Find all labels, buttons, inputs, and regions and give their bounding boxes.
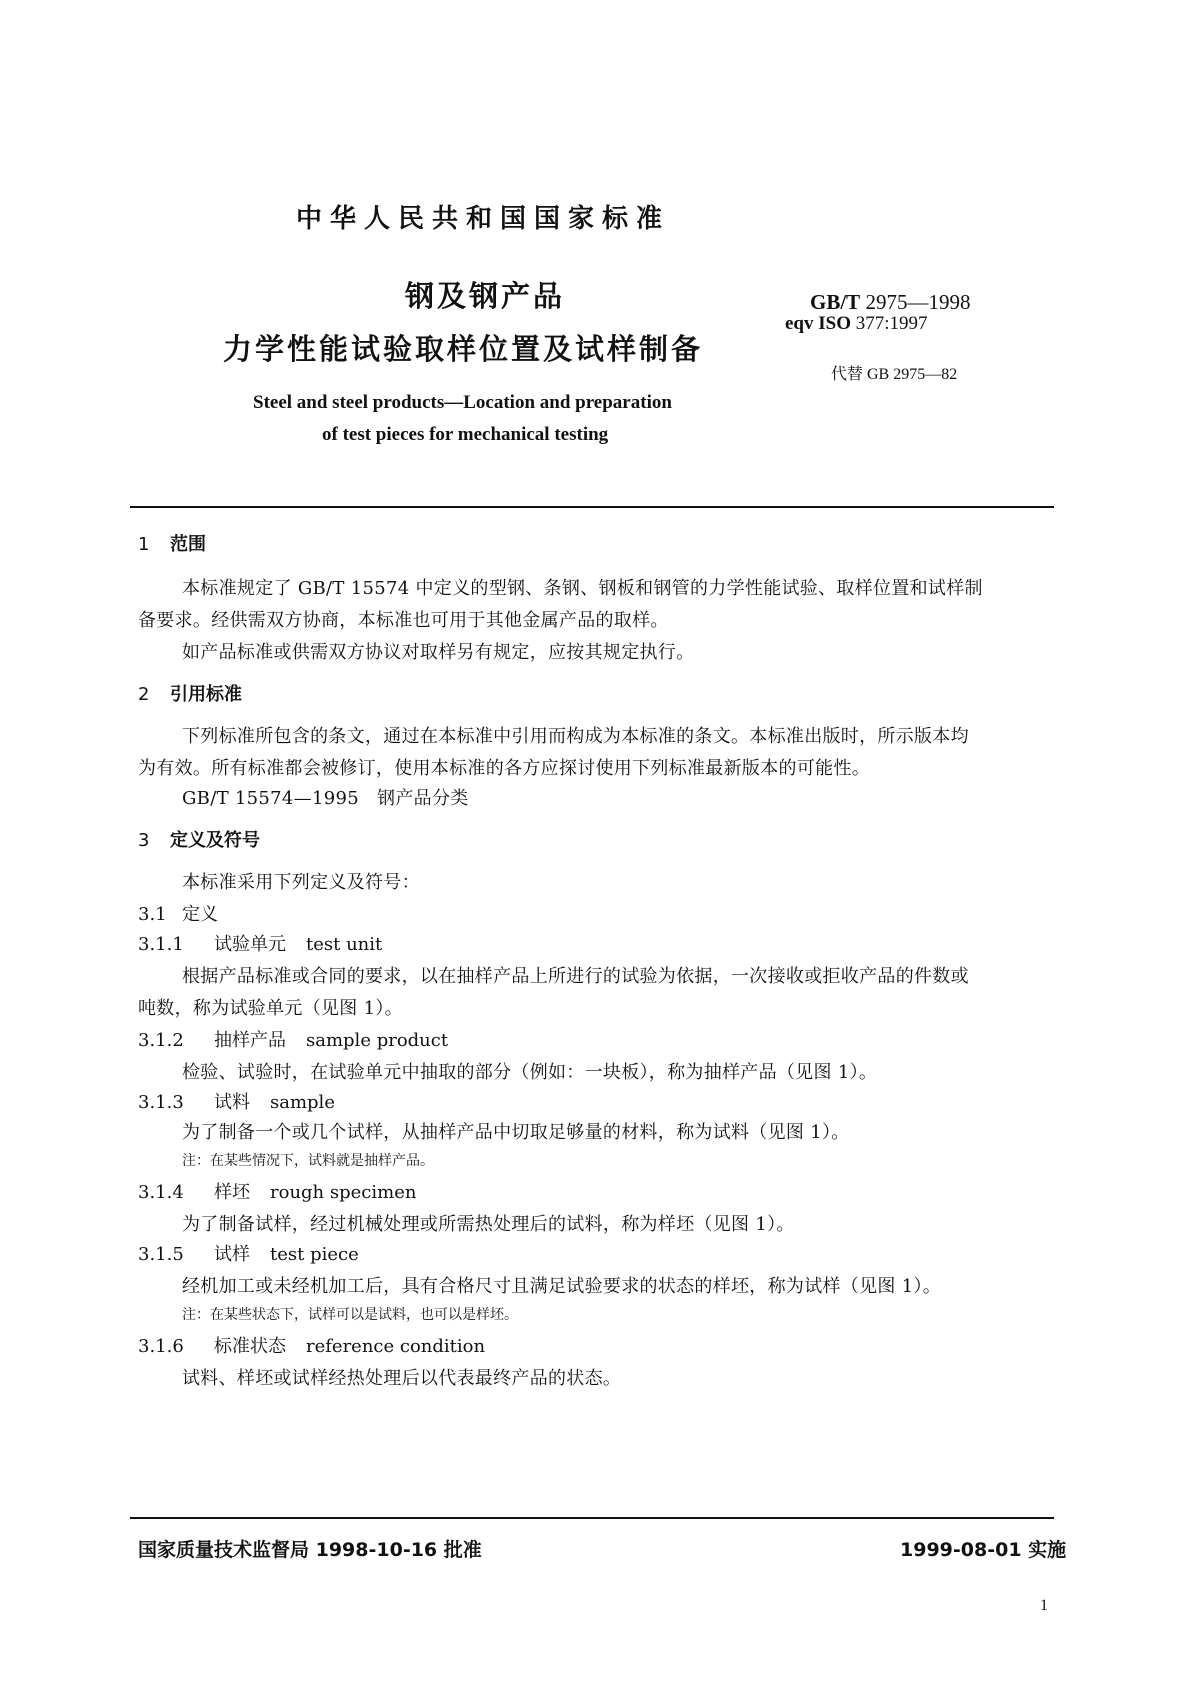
paragraph: 为有效。所有标准都会被修订，使用本标准的各方应探讨使用下列标准最新版本的可能性。 xyxy=(138,758,870,779)
definition-text: 经机加工或未经机加工后，具有合格尺寸且满足试验要求的状态的样坯，称为试样（见图 1）。 xyxy=(182,1276,942,1297)
section-1-heading xyxy=(138,530,206,556)
term-chinese: 试验单元 xyxy=(214,934,286,955)
definition-3-1-3 xyxy=(138,1088,335,1114)
section-number: 3 xyxy=(138,830,150,851)
term-english: test unit xyxy=(306,934,383,955)
term-english: test piece xyxy=(270,1244,359,1265)
reference-code: GB/T 15574—1995 xyxy=(182,788,359,809)
note: 注：在某些状态下，试样可以是试料，也可以是样坯。 xyxy=(182,1307,518,1323)
definition-number: 3.1.2 xyxy=(138,1030,184,1051)
section-title: 范围 xyxy=(170,534,206,555)
header-divider xyxy=(130,506,1054,508)
replaces-standard: 代替 GB 2975—82 xyxy=(831,366,958,383)
title-line-2: 力学性能试验取样位置及试样制备 xyxy=(223,332,704,366)
approval-line: 国家质量技术监督局 1998-10-16 批准 xyxy=(138,1539,482,1561)
definition-text: 吨数，称为试验单元（见图 1）。 xyxy=(138,998,403,1019)
footer-divider xyxy=(130,1517,1054,1519)
paragraph: 本标准采用下列定义及符号： xyxy=(182,872,420,893)
title-line-1: 钢及钢产品 xyxy=(405,279,566,313)
definition-number: 3.1.5 xyxy=(138,1244,184,1265)
term-chinese: 标准状态 xyxy=(214,1336,286,1357)
section-3-heading xyxy=(138,826,260,852)
paragraph: 备要求。经供需双方协商，本标准也可用于其他金属产品的取样。 xyxy=(138,610,669,631)
term-english: rough specimen xyxy=(270,1182,417,1203)
paragraph: 下列标准所包含的条文，通过在本标准中引用而构成为本标准的条文。本标准出版时，所示版本均 xyxy=(182,726,969,747)
definition-text: 试料、样坯或试样经热处理后以代表最终产品的状态。 xyxy=(182,1368,622,1389)
definition-3-1-6 xyxy=(138,1332,485,1358)
definition-3-1-1 xyxy=(138,930,382,956)
definition-number: 3.1.1 xyxy=(138,934,184,955)
equivalent-standard xyxy=(785,313,928,335)
definition-text: 为了制备试样，经过机械处理或所需热处理后的试料，称为样坯（见图 1）。 xyxy=(182,1214,795,1235)
subsection-number: 3.1 xyxy=(138,904,167,925)
section-2-heading xyxy=(138,680,242,706)
paragraph: 本标准规定了 GB/T 15574 中定义的型钢、条钢、钢板和钢管的力学性能试验、取样位置和试样制 xyxy=(182,578,983,599)
definition-text: 为了制备一个或几个试样，从抽样产品中切取足够量的材料，称为试料（见图 1）。 xyxy=(182,1122,850,1143)
term-english: sample xyxy=(270,1092,335,1113)
standard-number xyxy=(810,290,970,315)
definition-number: 3.1.3 xyxy=(138,1092,184,1113)
english-title-line-1: Steel and steel products—Location and preparation xyxy=(253,392,672,413)
subsection-title: 定义 xyxy=(182,904,218,925)
section-title: 定义及符号 xyxy=(170,830,260,851)
term-english: reference condition xyxy=(306,1336,486,1357)
section-number: 2 xyxy=(138,684,150,705)
definition-text: 检验、试验时，在试验单元中抽取的部分（例如：一块板），称为抽样产品（见图 1）。 xyxy=(182,1062,878,1083)
term-chinese: 样坯 xyxy=(214,1182,250,1203)
paragraph: 如产品标准或供需双方协议对取样另有规定，应按其规定执行。 xyxy=(182,642,695,663)
definition-3-1-2 xyxy=(138,1026,448,1052)
definition-text: 根据产品标准或合同的要求，以在抽样产品上所进行的试验为依据，一次接收或拒收产品的件数或 xyxy=(182,966,969,987)
referenced-standard xyxy=(182,784,469,810)
english-title-line-2: of test pieces for mechanical testing xyxy=(322,424,609,445)
implementation-date: 1999-08-01 实施 xyxy=(900,1539,1067,1561)
issuing-body: 中华人民共和国国家标准 xyxy=(296,204,671,234)
equivalent-number: 377:1997 xyxy=(855,313,928,334)
term-chinese: 抽样产品 xyxy=(214,1030,286,1051)
definition-3-1-5 xyxy=(138,1240,359,1266)
reference-title: 钢产品分类 xyxy=(377,788,469,809)
equivalent-prefix: eqv ISO xyxy=(785,313,851,334)
standard-prefix: GB/T xyxy=(810,290,861,314)
page-number: 1 xyxy=(1040,1597,1048,1614)
term-chinese: 试料 xyxy=(214,1092,250,1113)
definition-number: 3.1.4 xyxy=(138,1182,184,1203)
subsection-3-1 xyxy=(138,900,218,926)
term-chinese: 试样 xyxy=(214,1244,250,1265)
section-number: 1 xyxy=(138,534,150,555)
note: 注：在某些情况下，试料就是抽样产品。 xyxy=(182,1153,434,1169)
definition-3-1-4 xyxy=(138,1178,416,1204)
definition-number: 3.1.6 xyxy=(138,1336,184,1357)
term-english: sample product xyxy=(306,1030,449,1051)
section-title: 引用标准 xyxy=(170,684,242,705)
standard-number-value: 2975—1998 xyxy=(865,290,971,314)
